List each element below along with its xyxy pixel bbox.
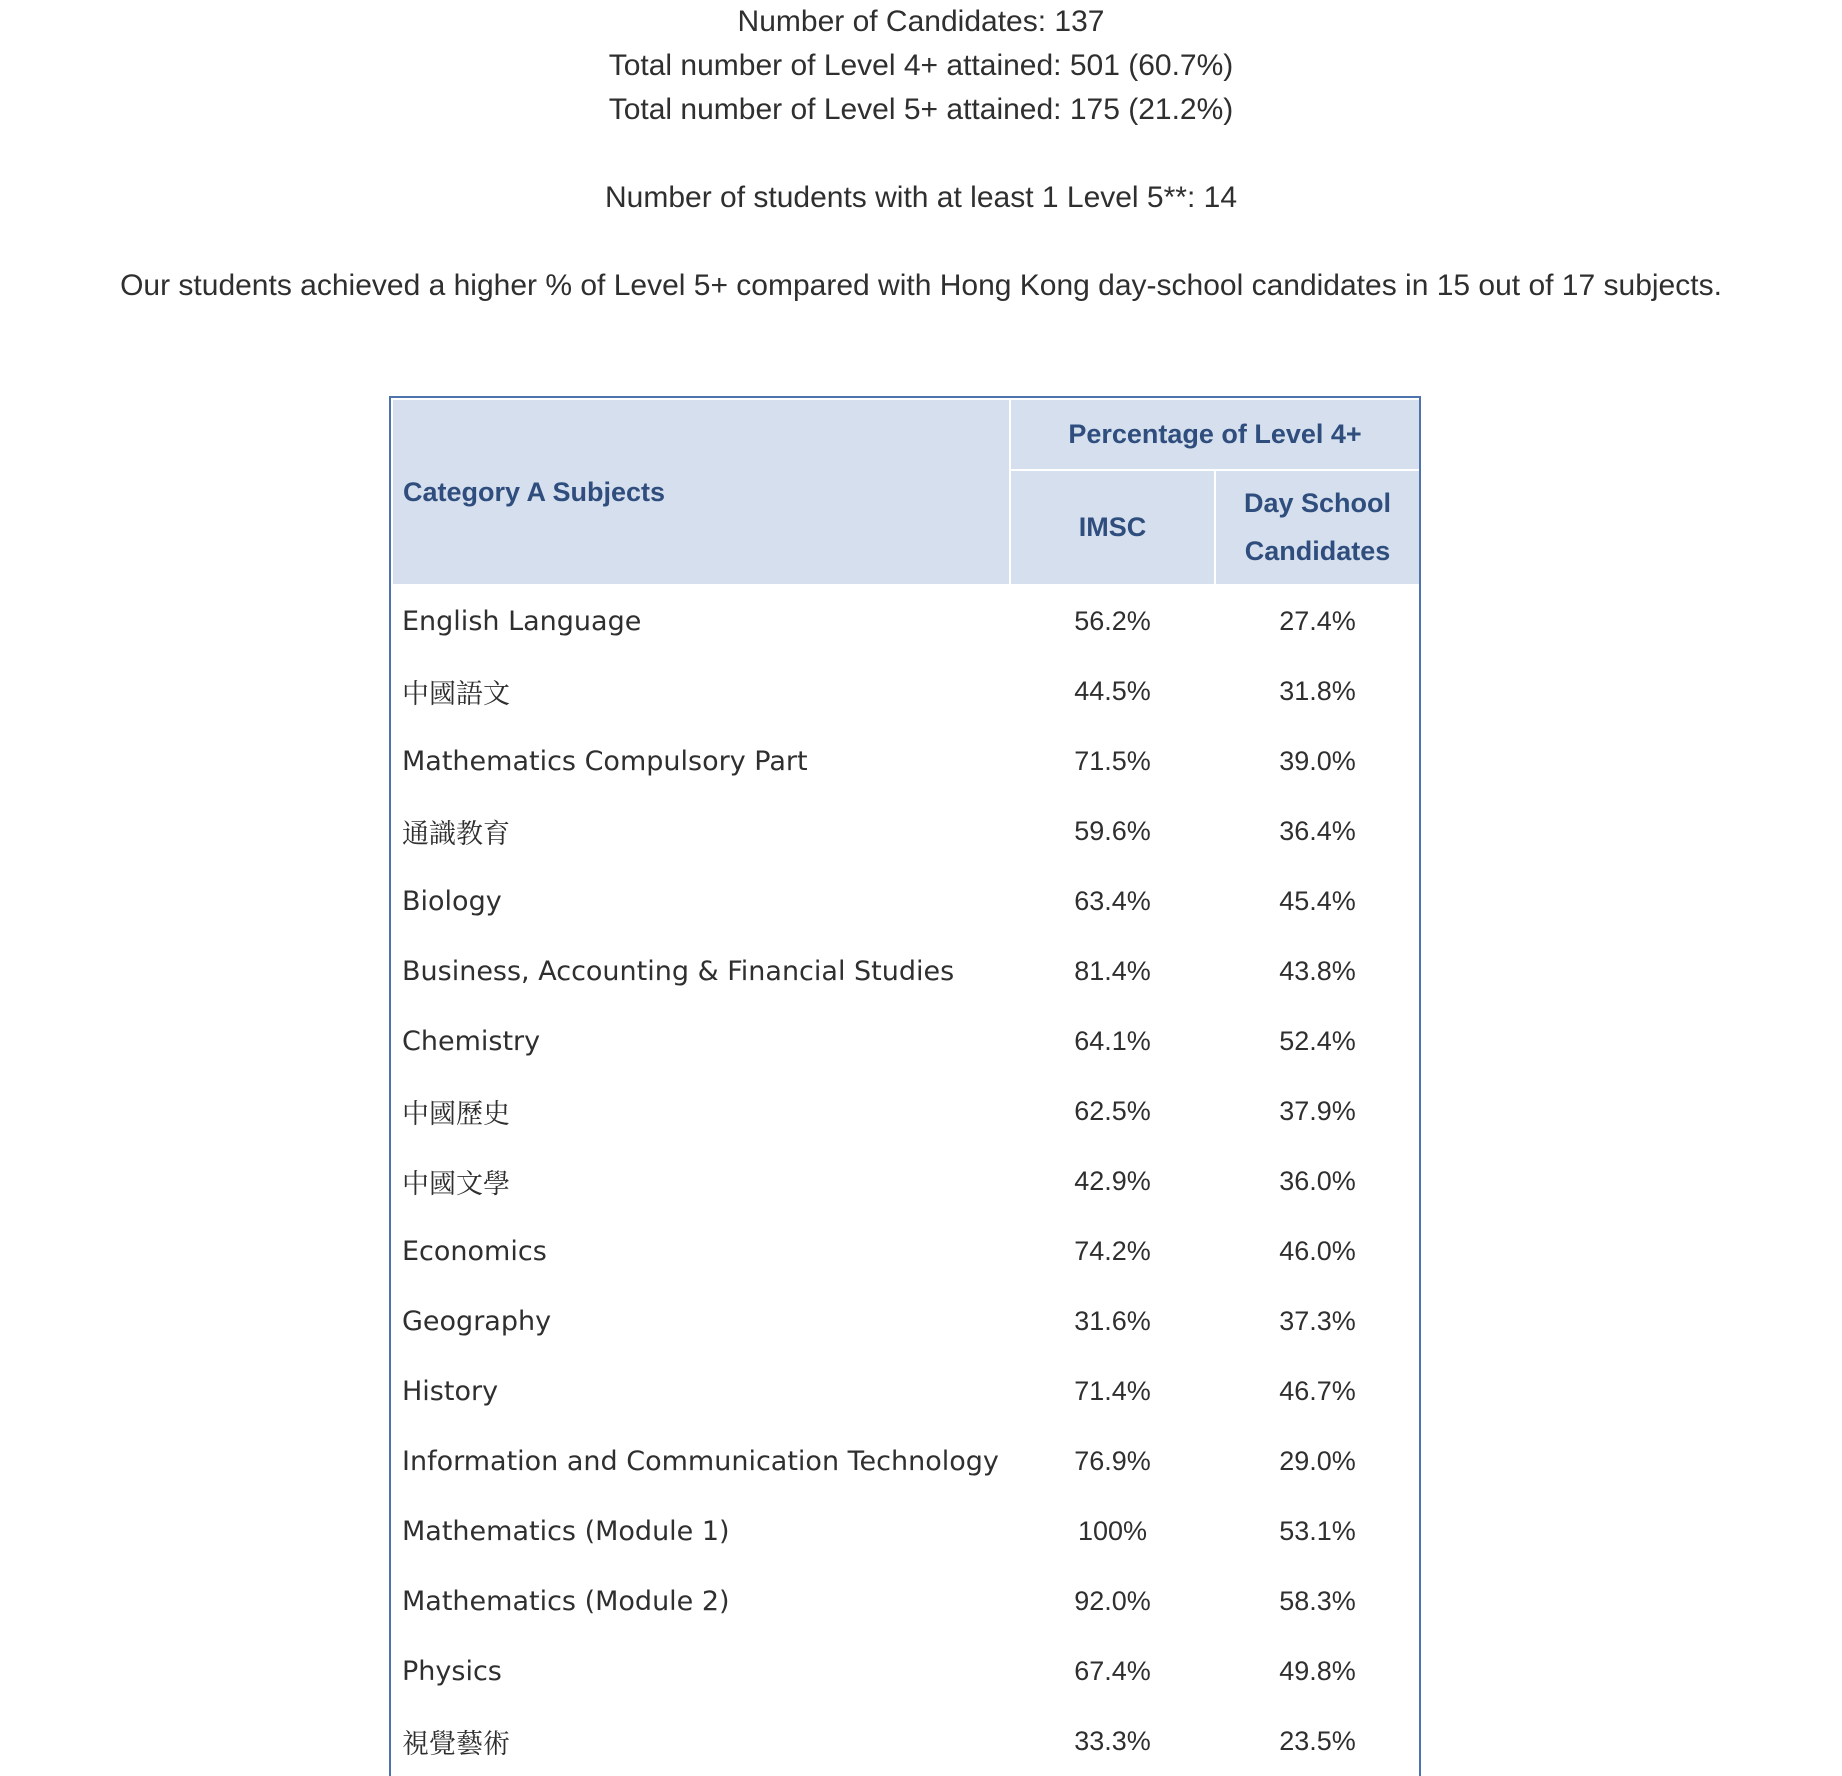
table-row bbox=[392, 1636, 1420, 1706]
imsc-cell: 44.5% bbox=[1074, 675, 1151, 706]
day-school-cell: 46.0% bbox=[1279, 1235, 1356, 1266]
subject-cell: 中國歷史 bbox=[402, 1098, 510, 1130]
day-school-cell: 49.8% bbox=[1279, 1655, 1356, 1686]
subject-cell: Geography bbox=[402, 1305, 552, 1337]
imsc-cell: 42.9% bbox=[1074, 1165, 1151, 1196]
level4-total: Total number of Level 4+ attained: 501 (60.7%) bbox=[608, 49, 1234, 82]
imsc-cell: 71.4% bbox=[1074, 1375, 1151, 1406]
table-row bbox=[392, 656, 1420, 726]
subject-cell: Information and Communication Technology bbox=[402, 1445, 999, 1477]
subject-cell: Mathematics (Module 1) bbox=[402, 1515, 730, 1547]
subject-cell: Physics bbox=[402, 1655, 502, 1687]
candidates-count: Number of Candidates: 137 bbox=[737, 5, 1105, 38]
header-day-line2: Candidates bbox=[1244, 536, 1391, 567]
header-imsc: IMSC bbox=[1010, 470, 1215, 585]
imsc-cell: 62.5% bbox=[1074, 1095, 1151, 1126]
day-school-cell: 53.1% bbox=[1279, 1515, 1356, 1546]
comparison-statement: Our students achieved a higher % of Level 5+ compared with Hong Kong day-school candidates in 15 out of 17 subjects. bbox=[120, 269, 1722, 302]
imsc-cell: 63.4% bbox=[1074, 885, 1151, 916]
spacer bbox=[0, 132, 1842, 176]
day-school-cell: 23.5% bbox=[1279, 1725, 1356, 1756]
imsc-cell: 100% bbox=[1077, 1515, 1148, 1546]
table-row bbox=[392, 726, 1420, 796]
subject-cell: Mathematics (Module 2) bbox=[402, 1585, 730, 1617]
imsc-cell: 59.6% bbox=[1074, 815, 1151, 846]
imsc-cell: 74.2% bbox=[1074, 1235, 1151, 1266]
level5-starstar-count: Number of students with at least 1 Level 5**: 14 bbox=[604, 181, 1238, 214]
subject-cell: 通識教育 bbox=[402, 818, 510, 850]
day-school-cell: 29.0% bbox=[1279, 1445, 1356, 1476]
results-table bbox=[391, 398, 1421, 1776]
day-school-cell: 37.3% bbox=[1279, 1305, 1356, 1336]
imsc-cell: 31.6% bbox=[1074, 1305, 1151, 1336]
header-day-line1: Day School bbox=[1243, 488, 1392, 519]
table-body bbox=[392, 585, 1420, 1776]
spacer bbox=[0, 220, 1842, 264]
table-row bbox=[392, 1006, 1420, 1076]
results-summary bbox=[0, 0, 1842, 308]
day-school-cell: 37.9% bbox=[1279, 1095, 1356, 1126]
imsc-cell: 56.2% bbox=[1074, 605, 1151, 636]
table-row bbox=[392, 1286, 1420, 1356]
day-school-cell: 58.3% bbox=[1279, 1585, 1356, 1616]
day-school-cell: 27.4% bbox=[1279, 605, 1356, 636]
imsc-cell: 76.9% bbox=[1074, 1445, 1151, 1476]
table-row bbox=[392, 1076, 1420, 1146]
subject-cell: Biology bbox=[402, 885, 502, 917]
day-school-cell: 43.8% bbox=[1279, 955, 1356, 986]
subject-cell: Business, Accounting & Financial Studies bbox=[402, 955, 955, 987]
table-row bbox=[392, 1146, 1420, 1216]
imsc-cell: 81.4% bbox=[1074, 955, 1151, 986]
table-row bbox=[392, 1566, 1420, 1636]
subject-cell: 視覺藝術 bbox=[402, 1728, 510, 1760]
day-school-cell: 52.4% bbox=[1279, 1025, 1356, 1056]
table-row bbox=[392, 1706, 1420, 1776]
day-school-cell: 36.0% bbox=[1279, 1165, 1356, 1196]
table-row bbox=[392, 1426, 1420, 1496]
imsc-cell: 92.0% bbox=[1074, 1585, 1151, 1616]
table-row bbox=[392, 936, 1420, 1006]
day-school-cell: 39.0% bbox=[1279, 745, 1356, 776]
table-row bbox=[392, 1356, 1420, 1426]
header-day-school bbox=[1215, 470, 1420, 585]
table-row bbox=[392, 1496, 1420, 1566]
table-row bbox=[392, 1216, 1420, 1286]
header-percentage-level4: Percentage of Level 4+ bbox=[1010, 399, 1420, 470]
day-school-cell: 36.4% bbox=[1279, 815, 1356, 846]
day-school-cell: 31.8% bbox=[1279, 675, 1356, 706]
table-row bbox=[392, 866, 1420, 936]
table-row bbox=[392, 585, 1420, 656]
header-subject: Category A Subjects bbox=[392, 399, 1010, 585]
subject-cell: Mathematics Compulsory Part bbox=[402, 745, 808, 777]
subject-cell: English Language bbox=[402, 605, 642, 637]
subject-cell: History bbox=[402, 1375, 499, 1407]
table-header bbox=[392, 399, 1420, 585]
subject-cell: 中國文學 bbox=[402, 1168, 510, 1200]
day-school-cell: 45.4% bbox=[1279, 885, 1356, 916]
subject-cell: Economics bbox=[402, 1235, 547, 1267]
table-row bbox=[392, 796, 1420, 866]
level5-total: Total number of Level 5+ attained: 175 (21.2%) bbox=[608, 93, 1234, 126]
subject-cell: Chemistry bbox=[402, 1025, 541, 1057]
imsc-cell: 33.3% bbox=[1074, 1725, 1151, 1756]
imsc-cell: 67.4% bbox=[1074, 1655, 1151, 1686]
imsc-cell: 64.1% bbox=[1074, 1025, 1151, 1056]
day-school-cell: 46.7% bbox=[1279, 1375, 1356, 1406]
imsc-cell: 71.5% bbox=[1074, 745, 1151, 776]
results-table-container bbox=[389, 396, 1421, 1776]
subject-cell: 中國語文 bbox=[402, 678, 510, 710]
